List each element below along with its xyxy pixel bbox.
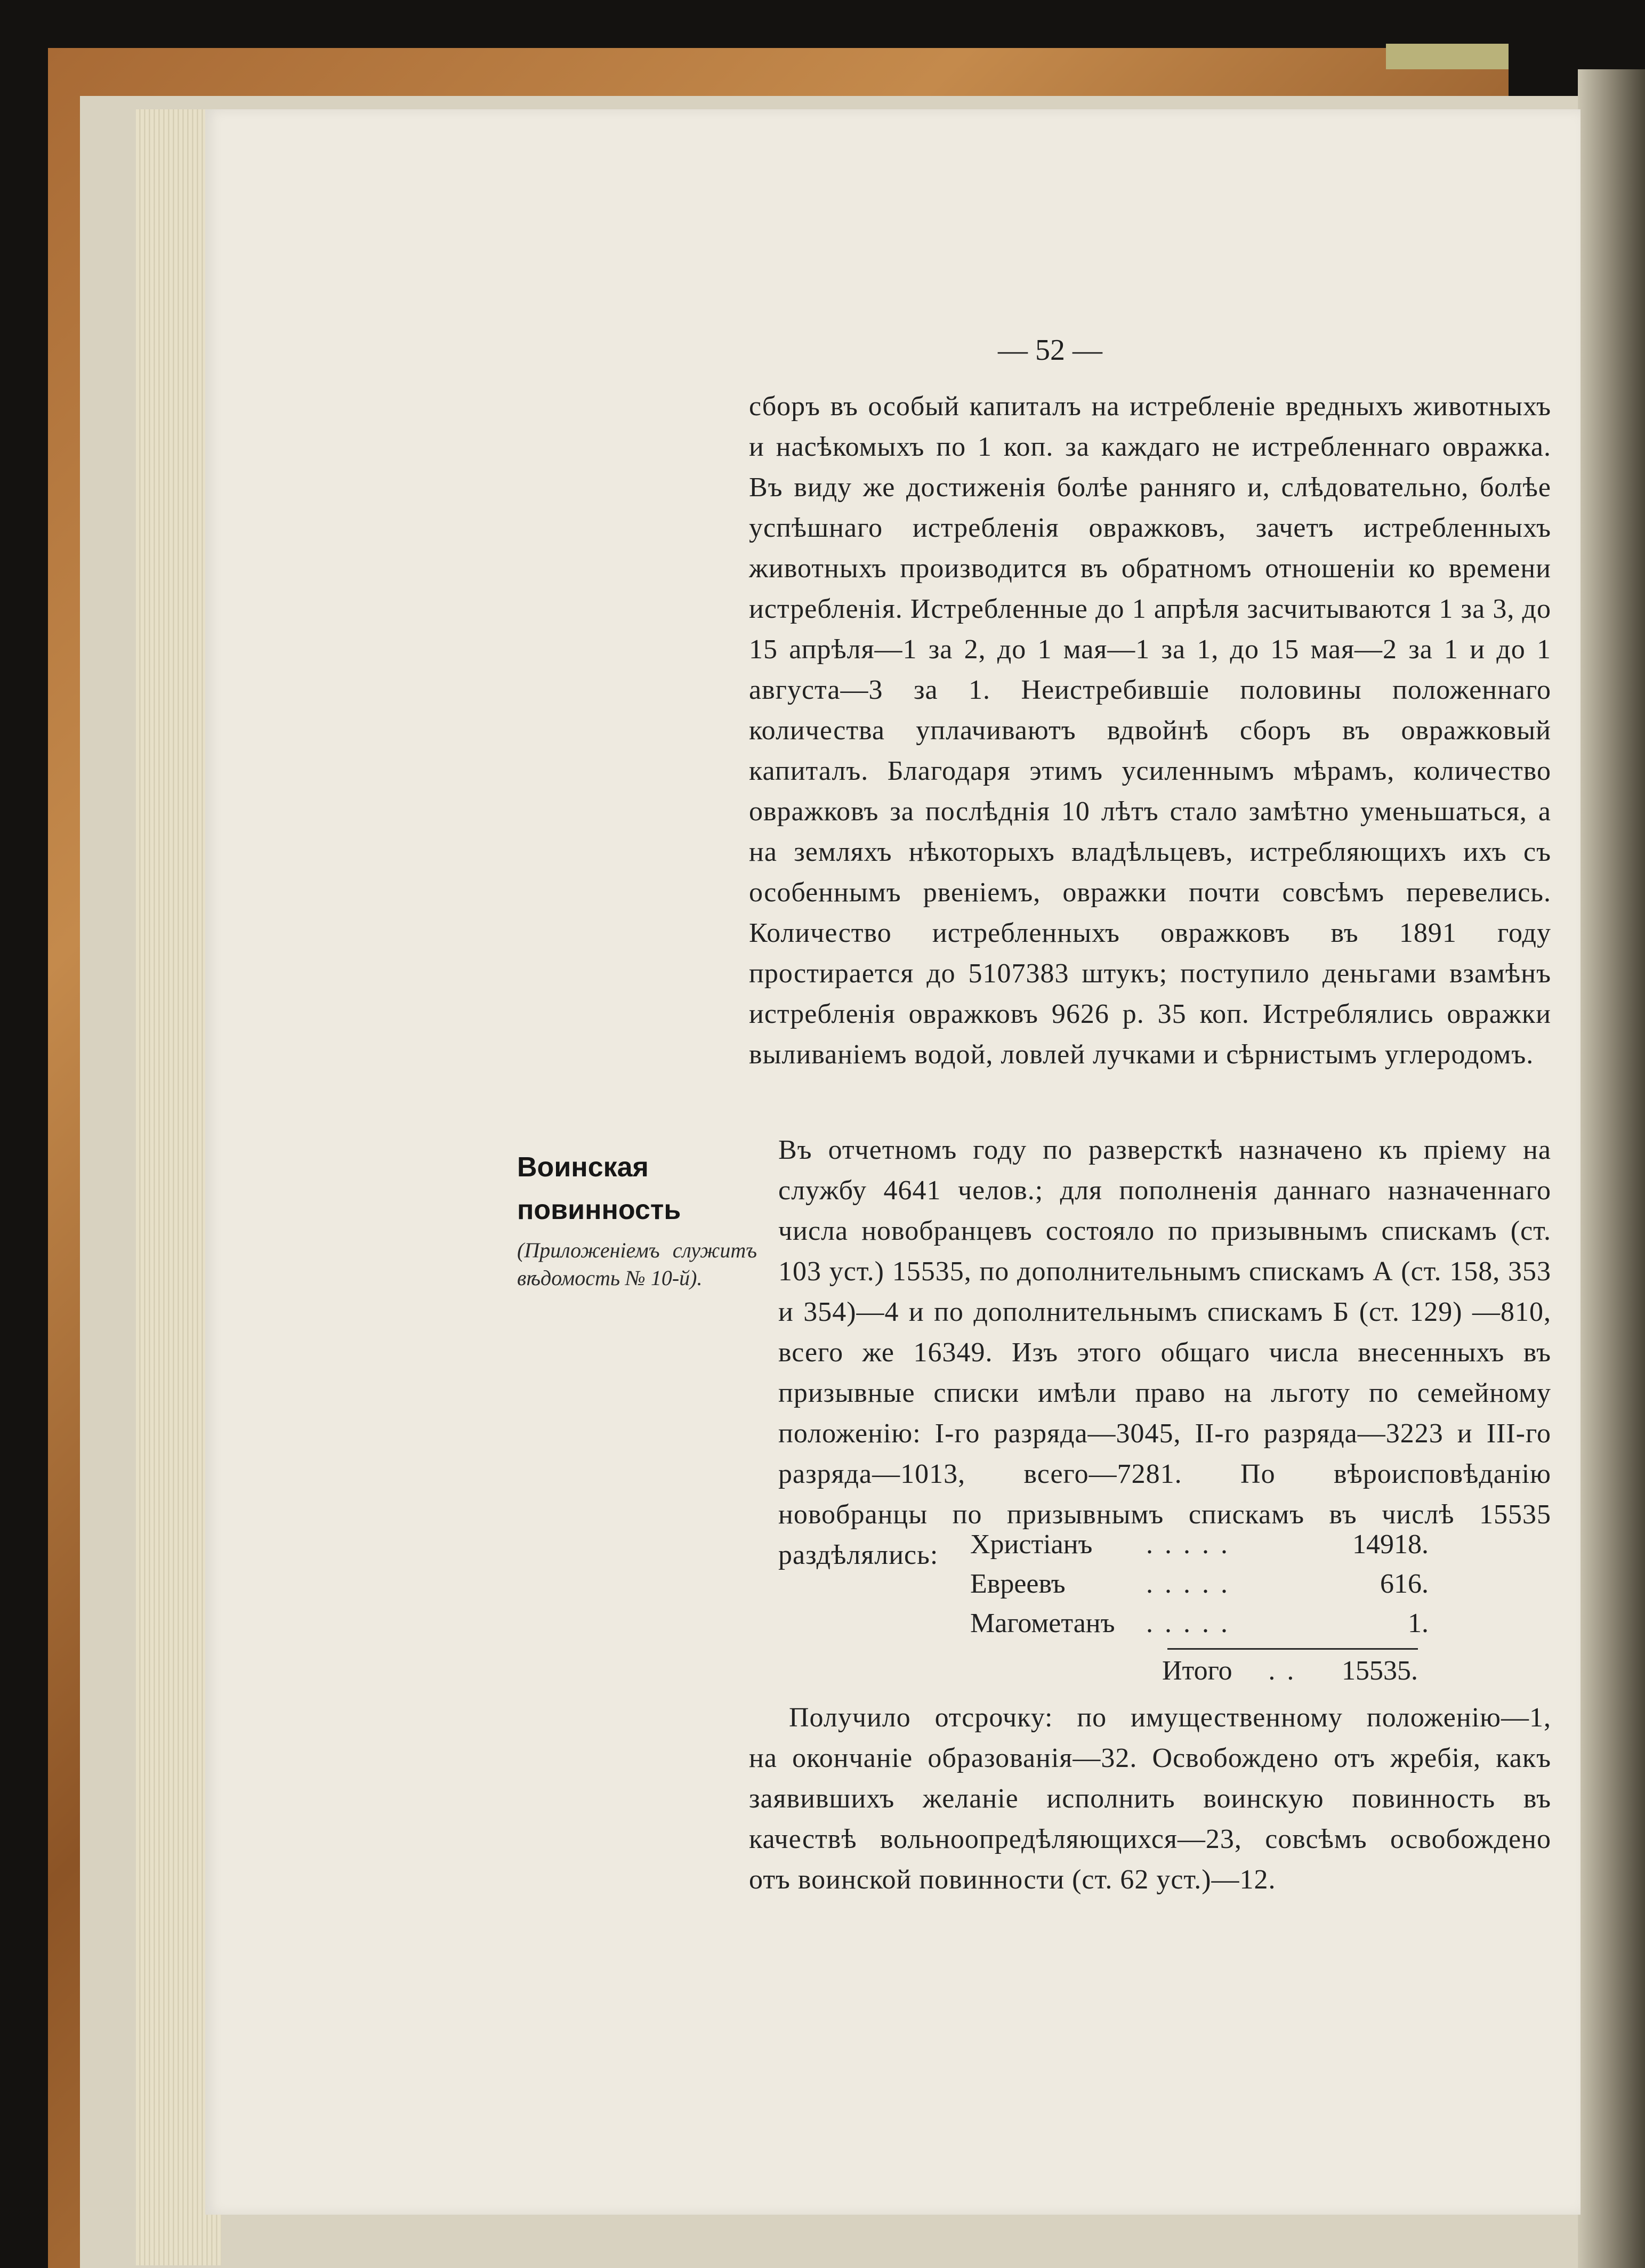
- table-row: [970, 1564, 1429, 1603]
- paragraph-deferral: на окончаніе образованія—32. Освобождено отъ жребія, какъ заявившихъ желаніе исполнить воинскую повинность въ качествѣ вольноопредѣляющихся—23, совсѣмъ освобождено отъ воинской повинности (ст. 62 уст.)—12.: [749, 1743, 1551, 1895]
- paragraph-ovrazhki: сборъ въ особый капиталъ на истребленіе вредныхъ животныхъ и насѣкомыхъ по 1 коп. за каждаго не истребленнаго овражка. Въ виду же достиженія болѣе ранняго и, слѣдовательно, болѣе успѣшнаго истребленія овражковъ, зачетъ истребленныхъ животныхъ производится въ обратномъ отношеніи ко времени истребленія. Истребленные до 1 апрѣля засчитываются 1 за 3, до 15 апрѣля—1 за 2, до 1 мая—1 за 1, до 15 мая—2 за 1 и до 1 августа—3 за 1. Неистребившіе половины положеннаго количества уплачиваютъ вдвойнѣ сборъ въ овражковый капиталъ. Благодаря этимъ усиленнымъ мѣрамъ, количество овражковъ за послѣднія 10 лѣтъ стало замѣтно уменьшаться, а на земляхъ нѣкоторыхъ владѣльцевъ, истребляющихъ ихъ съ особеннымъ рвеніемъ, овражки почти совсѣмъ перевелись. Количество истребленныхъ овражковъ въ 1891 году простирается до 5107383 штукъ; поступило деньгами взамѣнъ истребленія овражковъ 9626 р. 35 коп. Истреблялись овражки выливаніемъ водой, ловлей лучками и сѣрнистымъ углеродомъ.: [749, 391, 1551, 1070]
- row-dots: .....: [1146, 1529, 1239, 1560]
- row-dots: .....: [1146, 1568, 1239, 1599]
- religion-table: [970, 1524, 1429, 1643]
- total-rule: [1167, 1648, 1418, 1650]
- total-dots: ..: [1268, 1656, 1306, 1686]
- row-label: Магометанъ: [970, 1608, 1115, 1639]
- row-value: 616.: [1380, 1568, 1429, 1599]
- cover-edge-strip: [1386, 44, 1509, 69]
- total-row: [1162, 1655, 1418, 1686]
- page-number: — 52 —: [998, 334, 1102, 367]
- table-row: [970, 1524, 1429, 1564]
- paragraph-deferral-first-line: Получило отсрочку: по имущественному положенію—1,: [789, 1702, 1551, 1733]
- margin-note: (Приложеніемъ служитъ вѣдомость № 10-й).: [517, 1238, 757, 1290]
- section-heading: Воинская повинность: [517, 1152, 681, 1225]
- total-label: Итого: [1162, 1656, 1232, 1686]
- row-value: 14918.: [1352, 1529, 1429, 1560]
- row-label: Евреевъ: [970, 1568, 1066, 1599]
- total-value: 15535.: [1342, 1656, 1418, 1686]
- row-value: 1.: [1408, 1608, 1429, 1639]
- paragraph-military-service: Въ отчетномъ году по разверсткѣ назначено къ пріему на службу 4641 челов.; для пополненія даннаго назначеннаго числа новобранцевъ состояло по призывнымъ спискамъ (ст. 103 уст.) 15535, по дополнительнымъ спискамъ А (ст. 158, 353 и 354)—4 и по дополнительнымъ спискамъ Б (ст. 129) —810, всего же 16349. Изъ этого общаго числа внесенныхъ въ призывные списки имѣли право на льготу по семейному положенію: I-го разряда—3045, II-го разряда—3223 и III-го разряда—1013, всего—7281. По вѣроисповѣданію новобранцы по призывнымъ спискамъ въ числѣ 15535 раздѣлялись:: [778, 1135, 1551, 1570]
- book-spine-shadow: [1578, 69, 1645, 2268]
- table-row: [970, 1603, 1429, 1643]
- row-dots: .....: [1146, 1608, 1239, 1639]
- row-label: Христіанъ: [970, 1529, 1093, 1560]
